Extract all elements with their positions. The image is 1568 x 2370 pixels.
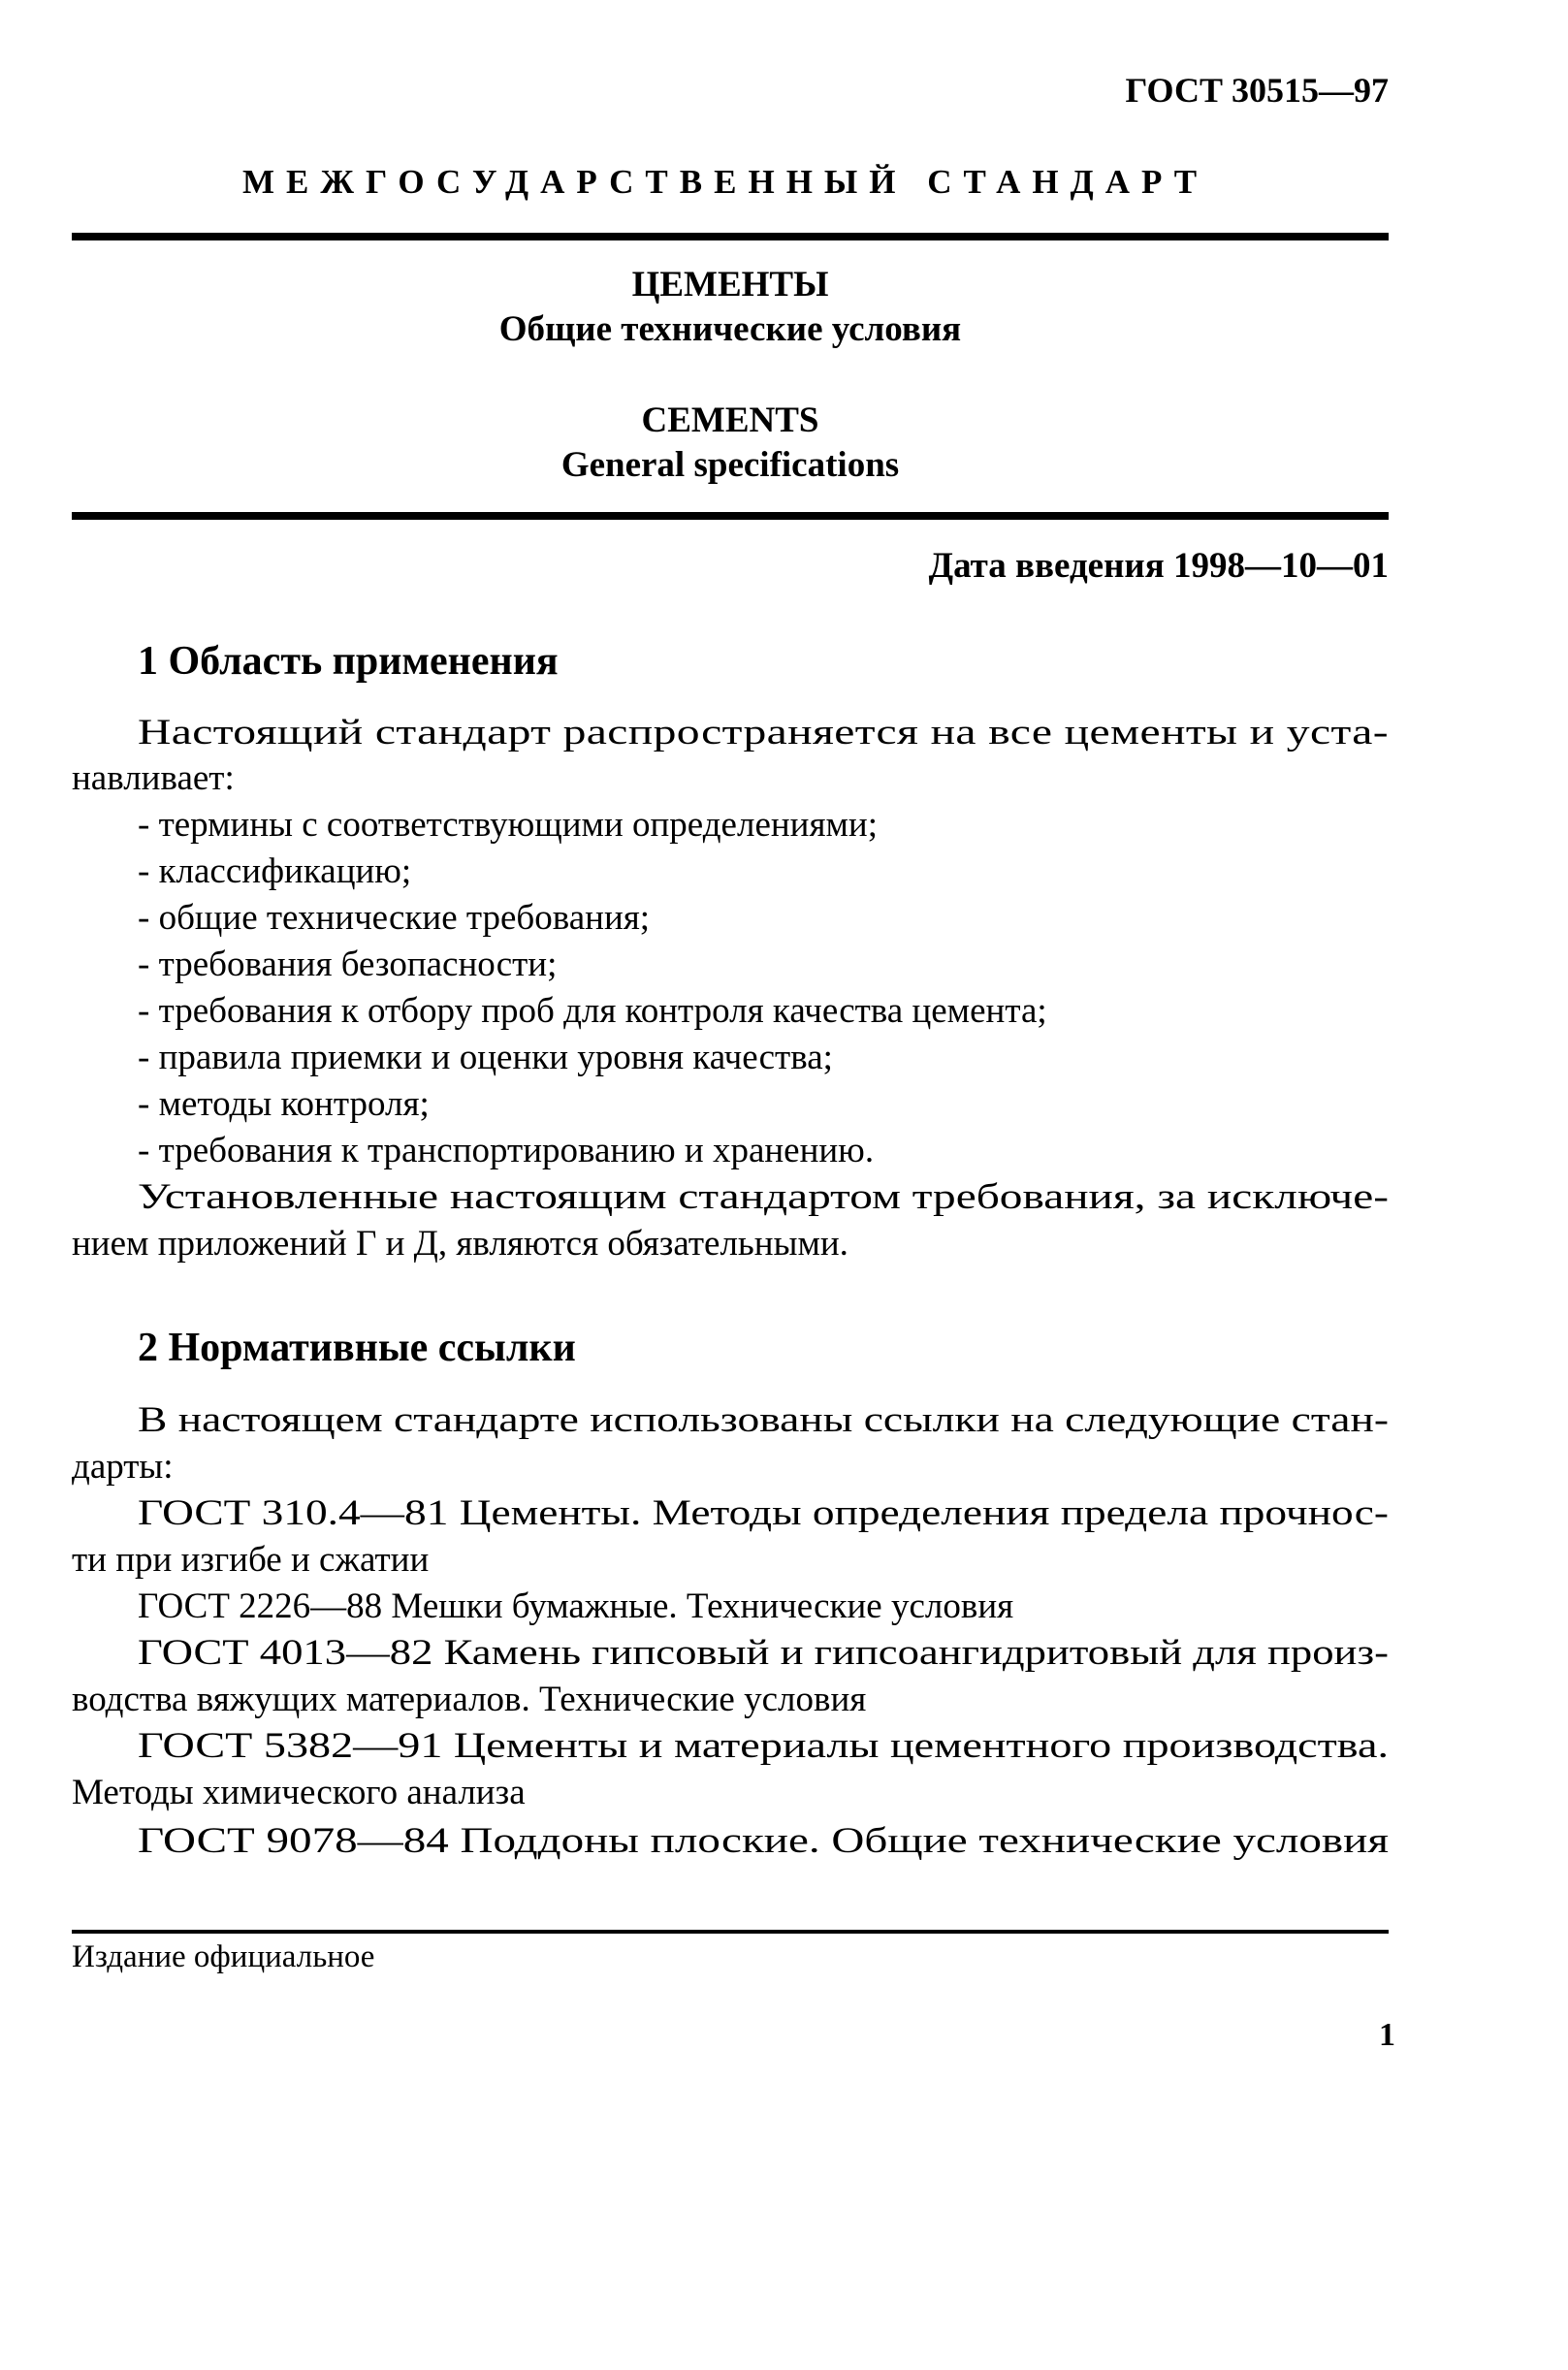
edition-note: Издание официальное [72, 1939, 375, 1974]
section-1-closing-line: Установленные настоящим стандартом требования, за исключе- [138, 1177, 1389, 1217]
title-rule [72, 512, 1389, 520]
section-1-closing-line: нием приложений Г и Д, являются обязательными. [72, 1224, 848, 1264]
section-2-paragraph-line: дарты: [72, 1447, 174, 1487]
section-1-paragraph-line: Настоящий стандарт распространяется на все цементы и уста- [138, 713, 1389, 753]
normative-reference: ГОСТ 9078—84 Поддоны плоские. Общие технические условия [138, 1821, 1389, 1861]
scope-list-item: - термины с соответствующими определениями; [138, 805, 878, 845]
document-number: ГОСТ 30515—97 [1125, 71, 1389, 110]
title-ru-sub: Общие технические условия [498, 309, 962, 349]
section-1-paragraph-line: навливает: [72, 758, 235, 798]
title-ru-main: ЦЕМЕНТЫ [631, 265, 829, 304]
scope-list-item: - правила приемки и оценки уровня качества; [138, 1038, 833, 1077]
scope-list-item: - требования безопасности; [138, 945, 558, 984]
top-rule [72, 233, 1389, 240]
section-2-paragraph-line: В настоящем стандарте использованы ссылки на следующие стан- [138, 1400, 1389, 1440]
section-1-heading: 1 Область применения [138, 639, 559, 684]
scope-list-item: - методы контроля; [138, 1084, 430, 1124]
normative-reference: ГОСТ 5382—91 Цементы и материалы цементного производства. [138, 1726, 1389, 1766]
title-en-sub: General specifications [560, 445, 900, 485]
normative-reference: ГОСТ 2226—88 Мешки бумажные. Технические условия [138, 1586, 1014, 1626]
normative-reference: ГОСТ 4013—82 Камень гипсовый и гипсоангидритовый для произ- [138, 1633, 1389, 1673]
scope-list-item: - требования к транспортированию и хранению. [138, 1131, 875, 1170]
title-en-main: CEMENTS [641, 400, 819, 440]
footer-rule [72, 1930, 1389, 1934]
scope-list-item: - общие технические требования; [138, 898, 651, 938]
page-number: 1 [1379, 2017, 1395, 2053]
normative-reference-continuation: ти при изгибе и сжатии [72, 1540, 430, 1580]
normative-reference: ГОСТ 310.4—81 Цементы. Методы определения предела прочнос- [138, 1493, 1389, 1533]
introduction-date: Дата введения 1998—10—01 [928, 546, 1389, 586]
scope-list-item: - требования к отбору проб для контроля качества цемента; [138, 991, 1047, 1031]
standard-type: МЕЖГОСУДАРСТВЕННЫЙ СТАНДАРТ [242, 163, 1209, 201]
section-2-heading: 2 Нормативные ссылки [138, 1326, 576, 1370]
normative-reference-continuation: Методы химического анализа [72, 1773, 526, 1812]
normative-reference-continuation: водства вяжущих материалов. Технические условия [72, 1680, 867, 1719]
scope-list-item: - классификацию; [138, 851, 412, 891]
